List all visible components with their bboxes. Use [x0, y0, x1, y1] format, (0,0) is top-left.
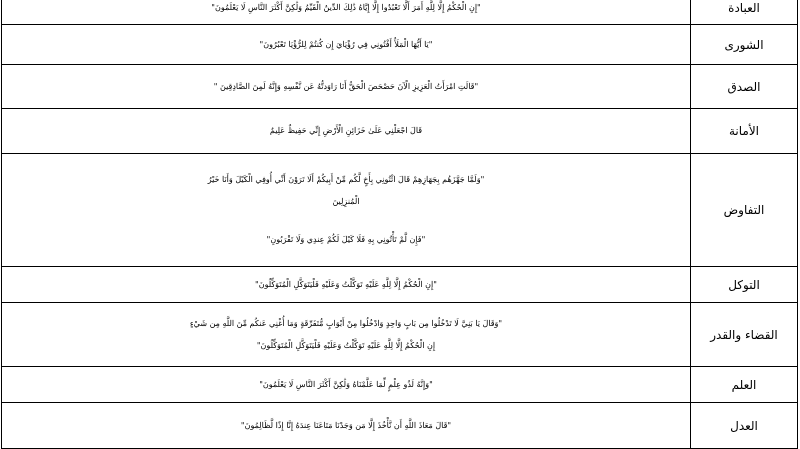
verse-cell: [2, 154, 691, 267]
table-row: [2, 367, 798, 403]
verse-line: إِنِ الْحُكْمُ إِلَّا لِلَّهِ عَلَيْهِ تَوَكَّلْتُ وَعَلَيْهِ فَلْيَتَوَكَّلِ الْمُتَوَكِّلُونَ": [256, 340, 436, 350]
table-row: [2, 303, 798, 367]
value-label: التوكل: [691, 267, 798, 303]
verse-line: "إِنِ الْحُكْمُ إِلَّا لِلَّهِ عَلَيْهِ تَوَكَّلْتُ وَعَلَيْهِ فَلْيَتَوَكَّلِ الْمُتَوَكِّلُونَ": [255, 279, 437, 289]
values-verses-table: [1, 0, 798, 449]
verse-line: "إِنِ الْحُكْمُ إِلَّا لِلَّهِ أَمَرَ أَلَّا تَعْبُدُوا إِلَّا إِيَّاهُ ذَٰلِكَ الدِّينُ الْقَيِّمُ وَلَٰكِنَّ أَكْثَرَ النَّاسِ لَا يَعْلَمُونَ": [211, 2, 481, 12]
table-row: [2, 154, 798, 267]
verse-cell: [2, 403, 691, 449]
verse-cell: [2, 303, 691, 367]
value-label: العبادة: [691, 0, 798, 25]
table-row: [2, 109, 798, 154]
verse-line: "قَالَ مَعَاذَ اللَّهِ أَن نَّأْخُذَ إِلَّا مَن وَجَدْنَا مَتَاعَنَا عِندَهُ إِنَّا إِذًا لَّظَالِمُونَ": [240, 420, 452, 430]
verse-cell: [2, 0, 691, 25]
value-label: التفاوض: [691, 154, 798, 267]
verse-line: الْمُنزِلِينَ: [332, 197, 360, 206]
verse-line: "قَالَتِ امْرَأَتُ الْعَزِيزِ الْآنَ حَصْحَصَ الْحَقُّ أَنَا رَاوَدتُّهُ عَن نَّفْسِهِ وَإِنَّهُ لَمِنَ الصَّادِقِينَ ": [213, 81, 479, 91]
table-row: [2, 403, 798, 449]
spacer: [2, 213, 690, 229]
value-label: العلم: [691, 367, 798, 403]
value-label: الصدق: [691, 65, 798, 109]
verse-line: "وَلَمَّا جَهَّزَهُم بِجَهَازِهِمْ قَالَ ائْتُونِي بِأَخٍ لَّكُم مِّنْ أَبِيكُمْ أَلَا تَرَوْنَ أَنِّي أُوفِي الْكَيْلَ وَأَنَا خَيْرُ: [207, 175, 485, 184]
verse-line: "وَقَالَ يَا بَنِيَّ لَا تَدْخُلُوا مِن بَابٍ وَاحِدٍ وَادْخُلُوا مِنْ أَبْوَابٍ مُّتَفَرِّقَةٍ وَمَا أُغْنِي عَنكُم مِّنَ اللَّهِ مِن شَيْءٍ: [189, 318, 503, 328]
verse-cell: [2, 109, 691, 154]
verse-line: "وَإِنَّهُ لَذُو عِلْمٍ لِّمَا عَلَّمْنَاهُ وَلَٰكِنَّ أَكْثَرَ النَّاسِ لَا يَعْلَمُونَ": [259, 379, 433, 389]
table-row: [2, 25, 798, 65]
verse-line: "فَإِن لَّمْ تَأْتُونِي بِهِ فَلَا كَيْلَ لَكُمْ عِندِي وَلَا تَقْرَبُونِ": [266, 235, 426, 244]
verse-cell: [2, 25, 691, 65]
value-label: الشورى: [691, 25, 798, 65]
table-row: [2, 267, 798, 303]
verse-cell: [2, 367, 691, 403]
table-row: [2, 0, 798, 25]
verse-line: قَالَ اجْعَلْنِي عَلَىٰ خَزَائِنِ الْأَرْضِ إِنِّي حَفِيظٌ عَلِيمٌ: [269, 126, 423, 135]
verse-cell: [2, 267, 691, 303]
verse-cell: [2, 65, 691, 109]
verse-line: "يَا أَيُّهَا الْمَلَأُ أَفْتُونِي فِي رُؤْيَايَ إِن كُنتُمْ لِلرُّؤْيَا تَعْبُرُونَ": [259, 39, 433, 49]
value-label: القضاء والقدر: [691, 303, 798, 367]
value-label: الأمانة: [691, 109, 798, 154]
table-row: [2, 65, 798, 109]
value-label: العدل: [691, 403, 798, 449]
